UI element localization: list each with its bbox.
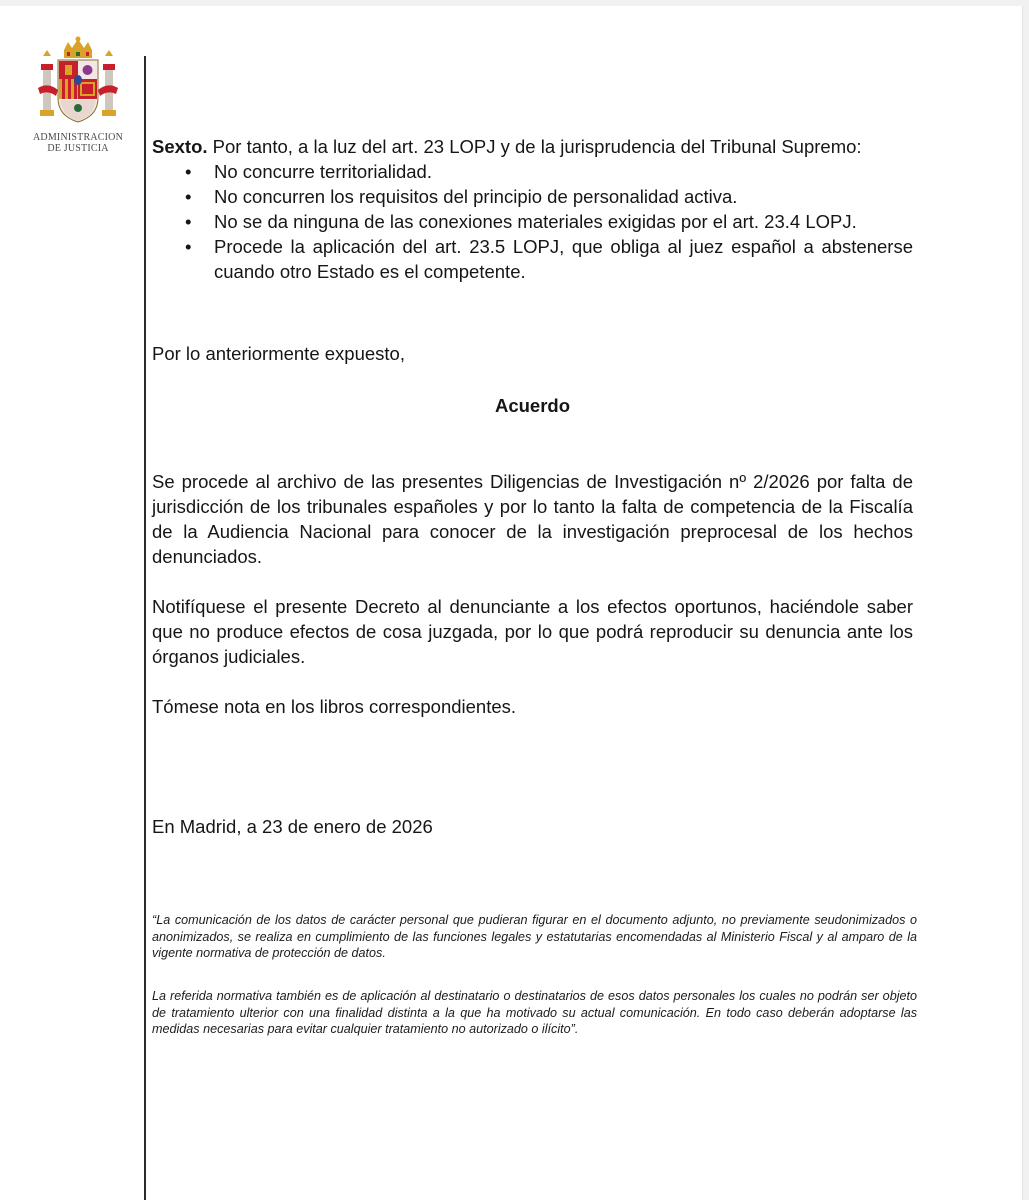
sexto-intro: Por tanto, a la luz del art. 23 LOPJ y de la jurisprudencia del Tribunal Supremo:: [207, 136, 862, 157]
archive-paragraph: Se procede al archivo de las presentes Diligencias de Investigación nº 2/2026 por falta de jurisdicción de los tribunales españoles y por lo tanto la falta de competencia de la Fiscalía de la Audiencia Nacional para conocer de la investigación preprocesal de los hechos denunciados.: [152, 471, 913, 567]
bullet-icon: •: [185, 186, 192, 207]
coat-of-arms-logo: [30, 36, 126, 156]
list-item: [152, 184, 913, 209]
conclusion-intro: Por lo anteriormente expuesto,: [152, 343, 405, 364]
document-page: [0, 6, 1023, 1200]
list-item: [152, 209, 913, 234]
crest-line-administracion: ADMINISTRACION: [32, 132, 124, 143]
bullet-icon: •: [185, 211, 192, 232]
bullet-icon: •: [185, 161, 192, 182]
notification-paragraph: Notifíquese el presente Decreto al denunciante a los efectos oportunos, haciéndole saber que no produce efectos de cosa juzgada, por lo que podrá reproducir su denuncia ante los órganos judiciales.: [152, 596, 913, 667]
crest-line-justicia: DE JUSTICIA: [47, 143, 109, 154]
sexto-label: Sexto.: [152, 136, 208, 157]
place-date: En Madrid, a 23 de enero de 2026: [152, 816, 433, 837]
list-item: [152, 234, 913, 284]
acuerdo-heading: Acuerdo: [494, 395, 571, 416]
bullet-text: No concurre territorialidad.: [214, 161, 432, 182]
bullet-text: No se da ninguna de las conexiones materiales exigidas por el art. 23.4 LOPJ.: [214, 211, 857, 232]
sexto-paragraph: [152, 134, 913, 159]
privacy-footnote-2: La referida normativa también es de aplicación al destinatario o destinatarios de esos datos personales los cuales no podrán ser objeto de tratamiento ulterior con una finalidad distinta a la que ha motivado su actual comunicación. En todo caso deberán adoptarse las medidas necesarias para evitar cualquier tratamiento no autorizado o ilícito”.: [152, 989, 917, 1036]
record-paragraph: Tómese nota en los libros correspondientes.: [152, 696, 517, 717]
list-item: [152, 159, 913, 184]
left-margin-rule: [144, 56, 146, 1200]
privacy-footnote-1: “La comunicación de los datos de carácter personal que pudieran figurar en el documento adjunto, no previamente seudonimizados o anonimizados, se realiza en cumplimiento de las funciones legales y estatutarias encomendadas al Ministerio Fiscal y al amparo de la vigente normativa de protección de datos.: [152, 913, 917, 960]
document-body: [152, 134, 913, 839]
bullet-icon: •: [185, 236, 192, 257]
bullet-text: No concurren los requisitos del principio de personalidad activa.: [214, 186, 738, 207]
bullet-text: Procede la aplicación del art. 23.5 LOPJ, que obliga al juez español a abstenerse cuando otro Estado es el competente.: [214, 236, 913, 282]
sexto-bullet-list: [152, 159, 913, 284]
crest-emblem-icon: [34, 36, 122, 128]
